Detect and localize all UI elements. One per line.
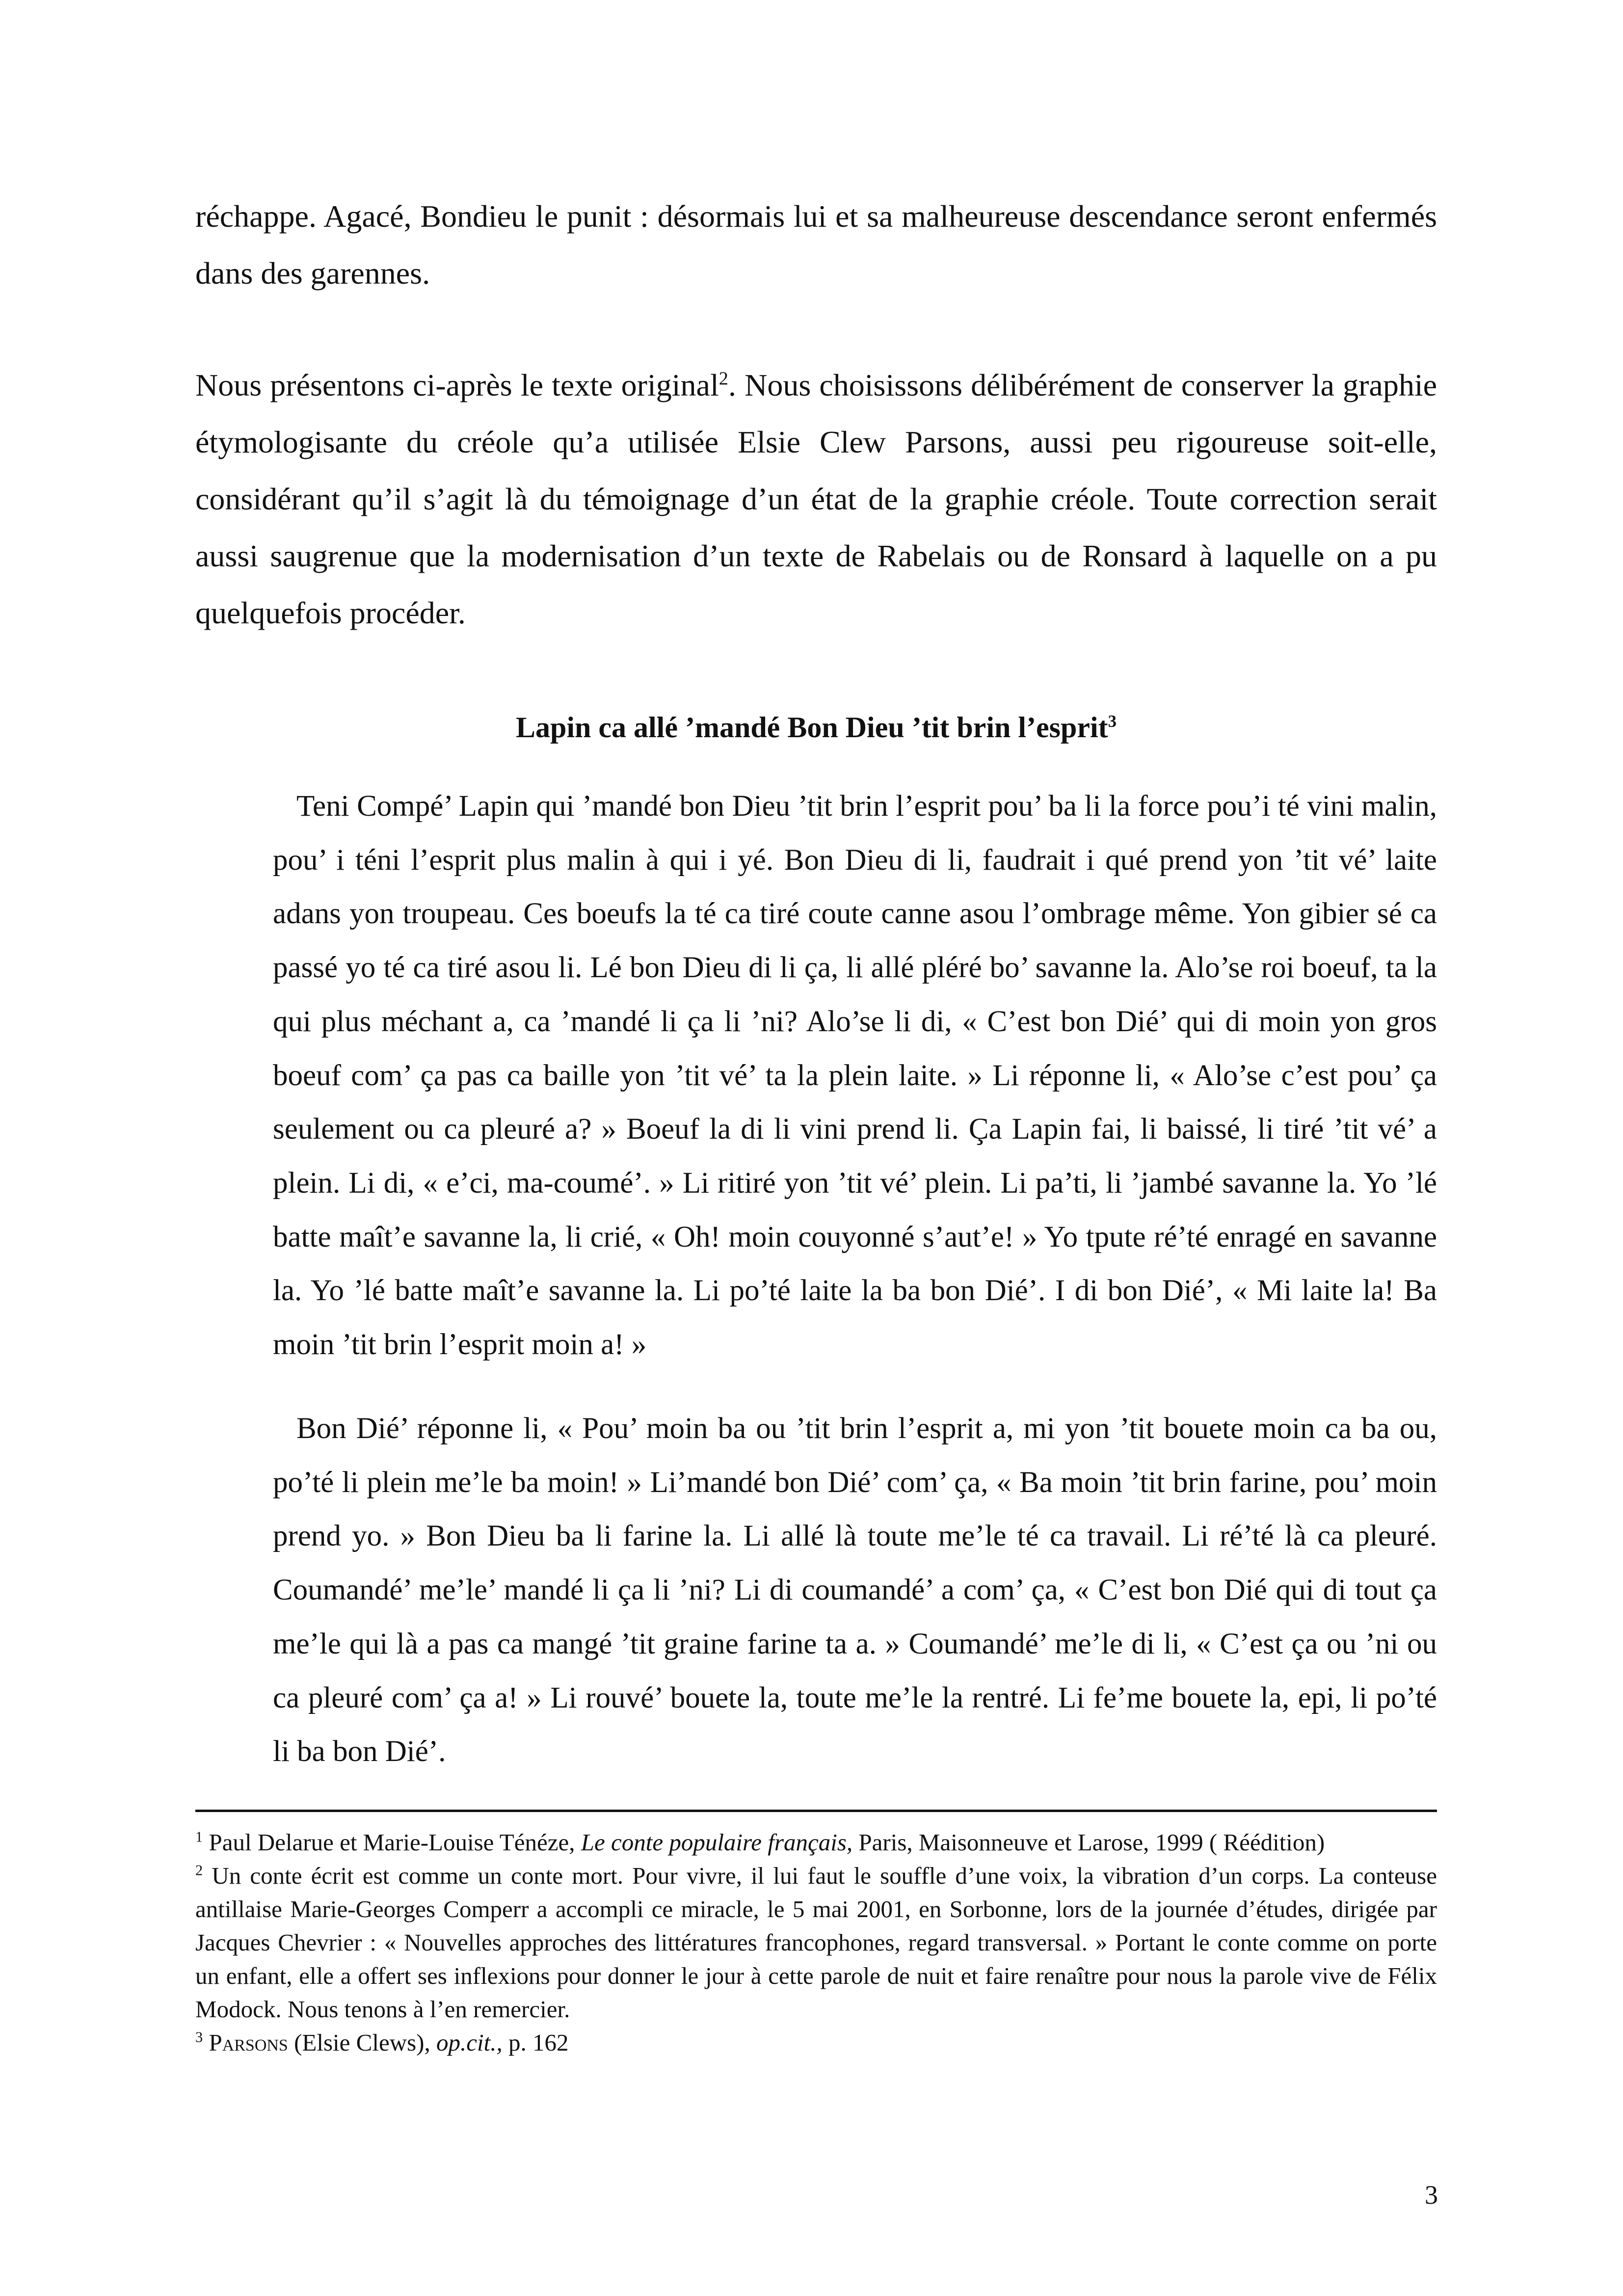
story-title (195, 703, 1437, 752)
footnote-1-title: Le conte populaire français, (581, 1829, 853, 1856)
footnote-3-reference: op.cit., (436, 2029, 503, 2056)
footnotes (195, 1826, 1437, 2059)
footnote-1-number: 1 (195, 1828, 203, 1845)
paragraph-2-text-start: Nous présentons ci-après le texte original (195, 368, 719, 402)
footnote-separator (195, 1810, 1437, 1812)
body-paragraph-2 (195, 357, 1437, 641)
body-paragraph-1: réchappe. Agacé, Bondieu le punit : désormais lui et sa malheureuse descendance seront enfermés dans des garennes. (195, 199, 1437, 291)
footnote-3-author-detail: (Elsie Clews), (288, 2029, 436, 2056)
footnote-3-page: p. 162 (502, 2029, 569, 2056)
story-paragraph-1: Teni Compé’ Lapin qui ’mandé bon Dieu ’tit brin l’esprit pou’ ba li la force pou’i té vini malin, pou’ i téni l’esprit plus malin à qui i yé. Bon Dieu di li, faudrait i qué prend yon ’tit vé’ laite adans yon troupeau. Ces boeufs la té ca tiré coute canne asou l’ombrage même. Yon gibier sé ca passé yo té ca tiré asou li. Lé bon Dieu di li ça, li allé pléré bo’ savanne la. Alo’se roi boeuf, ta la qui plus méchant a, ca ’mandé li ça li ’ni? Alo’se li di, « C’est bon Dié’ qui di moin yon gros boeuf com’ ça pas ca baille yon ’tit vé’ ta la plein laite. » Li réponne li, « Alo’se c’est pou’ ça seulement ou ca pleuré a? » Boeuf la di li vini prend li. Ça Lapin fai, li baissé, li tiré ’tit vé’ a plein. Li di, « e’ci, ma-coumé’. » Li ritiré yon ’tit vé’ plein. Li pa’ti, li ’jambé savanne la. Yo ’lé batte maît’e savanne la, li crié, « Oh! moin couyonné s’aut’e! » Yo tpute ré’té enragé en savanne la. Yo ’lé batte maît’e savanne la. Li po’té laite la ba bon Dié’. I di bon Dié’, « Mi laite la! Ba moin ’tit brin l’esprit moin a! » (273, 790, 1437, 1362)
paragraph-2-text-rest: . Nous choisissons délibérément de conserver la graphie étymologisante du créole qu’a utilisée Elsie Clew Parsons, aussi peu rigoureuse soit-elle, considérant qu’il s’agit là du témoignage d’un état de la graphie créole. Toute correction serait aussi saugrenue que la modernisation d’un texte de Rabelais ou de Ronsard à laquelle on a pu quelquefois procéder. (195, 368, 1437, 630)
footnote-1-publisher: Paris, Maisonneuve et Larose, 1999 ( Réédition) (852, 1829, 1325, 1856)
story-paragraph-2: Bon Dié’ réponne li, « Pou’ moin ba ou ’tit brin l’esprit a, mi yon ’tit bouete moin ca ba ou, po’té li plein me’le ba moin! » Li’mandé bon Dié’ com’ ça, « Ba moin ’tit brin farine, pou’ moin prend yo. » Bon Dieu ba li farine la. Li allé là toute me’le té ca travail. Li ré’té là ca pleuré. Coumandé’ me’le’ mandé li ça li ’ni? Li di coumandé’ a com’ ça, « C’est bon Dié qui di tout ça me’le qui là a pas ca mangé ’tit graine farine ta a. » Coumandé’ me’le di li, « C’est ça ou ’ni ou ca pleuré com’ ça a! » Li rouvé’ bouete la, toute me’le la rentré. Li fe’me bouete la, epi, li po’té li ba bon Dié’. (273, 1412, 1437, 1768)
story-title-text: Lapin ca allé ’mandé Bon Dieu ’tit brin l’esprit (515, 711, 1108, 744)
footnote-ref-2: 2 (718, 368, 728, 389)
footnote-2-text: Un conte écrit est comme un conte mort. Pour vivre, il lui faut le souffle d’une voix, la vibration d’un corps. La conteuse antillaise Marie-Georges Comperr a accompli ce miracle, le 5 mai 2001, en Sorbonne, lors de la journée d’études, dirigée par Jacques Chevrier : « Nouvelles approches des littératures francophones, regard transversal. » Portant le conte comme on porte un enfant, elle a offert ses inflexions pour donner le jour à cette parole de nuit et faire renaître pour nous la parole vive de Félix Modock. Nous tenons à l’en remercier. (195, 1862, 1437, 2023)
footnote-2-number: 2 (195, 1862, 203, 1879)
footnote-3-number: 3 (195, 2029, 203, 2046)
footnote-1-authors: Paul Delarue et Marie-Louise Ténéze, (209, 1829, 581, 1856)
footnote-1 (195, 1826, 1437, 1859)
footnote-3 (195, 2026, 1437, 2059)
footnote-2 (195, 1859, 1437, 2026)
footnote-ref-3: 3 (1108, 712, 1117, 731)
footnote-3-author: Parsons (209, 2029, 288, 2056)
page-number: 3 (1425, 2180, 1438, 2210)
